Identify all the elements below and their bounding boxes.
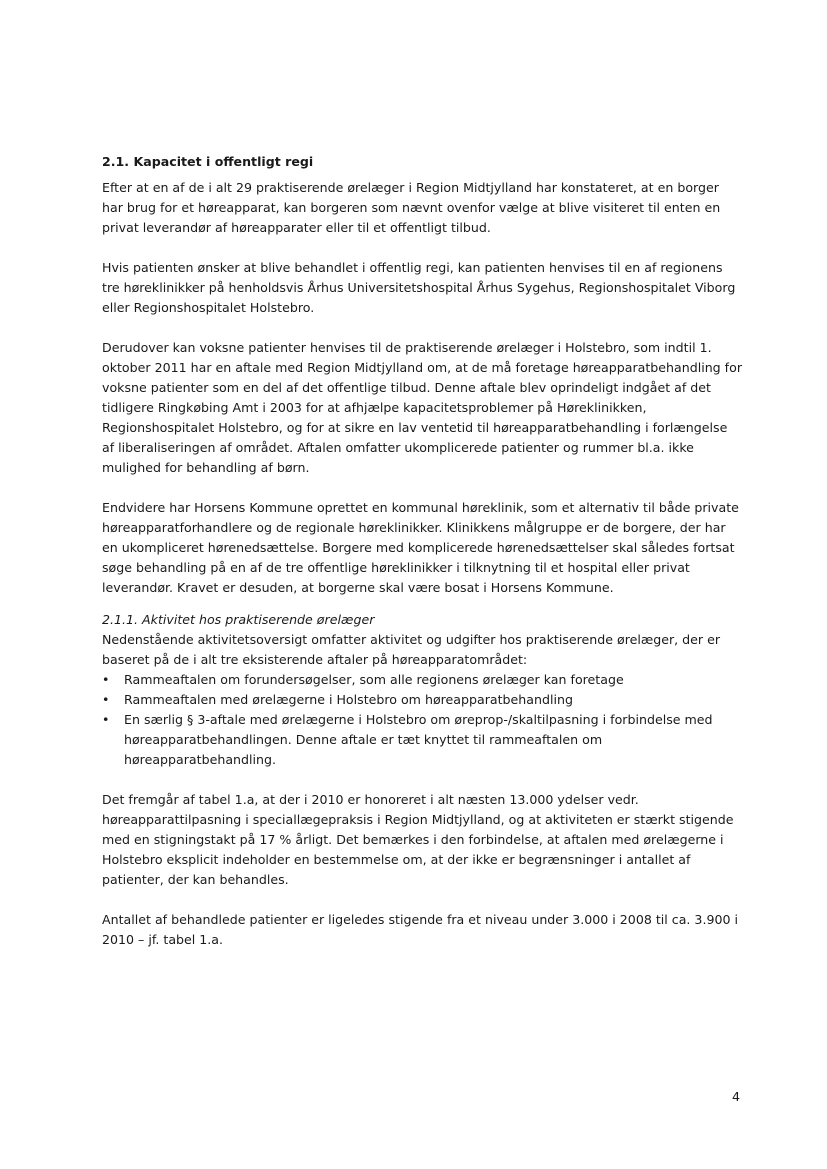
paragraph: Det fremgår af tabel 1.a, at der i 2010 er honoreret i alt næsten 13.000 ydelser vedr. høreapparattilpasning i speciallægepraksis i Region Midtjylland, og at aktiviteten er stærkt stigende med en stigningstakt på 17 % årligt. Det bemærkes i den forbindelse, at aftalen med ørelægerne i Holstebro eksplicit indeholder en bestemmelse om, at der ikke er begrænsninger i antallet af patienter, der kan behandles. — [102, 792, 734, 887]
paragraph: Derudover kan voksne patienter henvises til de praktiserende ørelæger i Holstebro, som indtil 1. oktober 2011 har en aftale med Region Midtjylland om, at de må foretage høreapparatbehandling for voksne patienter som en del af det offentlige tilbud. Denne aftale blev oprindeligt indgået af det tidligere Ringkøbing Amt i 2003 for at afhjælpe kapacitetsproblemer på Høreklinikken, Regionshospitalet Holstebro, og for at sikre en lav ventetid til høreapparatbehandling i forlængelse af liberaliseringen af området. Aftalen omfatter ukomplicerede patienter og rummer bl.a. ikke mulighed for behandling af børn. — [102, 340, 742, 475]
paragraph: Hvis patienten ønsker at blive behandlet i offentlig regi, kan patienten henvises til en af regionens tre høreklinikker på henholdsvis Århus Universitetshospital Århus Sygehus, Regionshospitalet Viborg eller Regionshospitalet Holstebro. — [102, 260, 736, 315]
subsection-intro: Nedenstående aktivitetsoversigt omfatter aktivitet og udgifter hos praktiserende ørelæger, der er baseret på de i alt tre eksisterende aftaler på høreapparatområdet: — [102, 632, 721, 667]
list-item-text: En særlig § 3-aftale med ørelægerne i Holstebro om øreprop-/skaltilpasning i forbindelse med høreapparatbehandlingen. Denne aftale er tæt knyttet til rammeaftalen om høreapparatbehandling. — [124, 712, 713, 767]
bullet-icon: • — [102, 672, 110, 687]
bullet-list — [102, 670, 742, 770]
bullet-icon: • — [102, 692, 110, 707]
list-item-text: Rammeaftalen om forundersøgelser, som alle regionens ørelæger kan foretage — [124, 672, 624, 687]
paragraph: Endvidere har Horsens Kommune oprettet en kommunal høreklinik, som et alternativ til både private høreapparatforhandlere og de regionale høreklinikker. Klinikkens målgruppe er de borgere, der har en ukompliceret hørenedsættelse. Borgere med komplicerede hørenedsættelser skal således fortsat søge behandling på en af de tre offentlige høreklinikker i tilknytning til et hospital eller privat leverandør. Kravet er desuden, at borgerne skal være bosat i Horsens Kommune. — [102, 500, 739, 595]
page-content — [102, 152, 742, 970]
paragraph: Efter at en af de i alt 29 praktiserende ørelæger i Region Midtjylland har konstateret, at en borger har brug for et høreapparat, kan borgeren som nævnt ovenfor vælge at blive visiteret til enten en privat leverandør af høreapparater eller til et offentligt tilbud. — [102, 180, 721, 235]
list-item — [102, 710, 742, 770]
list-item — [102, 690, 742, 710]
section-heading: 2.1. Kapacitet i offentligt regi — [102, 154, 314, 169]
subsection-heading: 2.1.1. Aktivitet hos praktiserende ørelæger — [102, 612, 375, 627]
list-item — [102, 670, 742, 690]
bullet-icon: • — [102, 712, 110, 727]
page-number: 4 — [731, 1089, 740, 1104]
list-item-text: Rammeaftalen med ørelægerne i Holstebro om høreapparatbehandling — [124, 692, 573, 707]
paragraph: Antallet af behandlede patienter er ligeledes stigende fra et niveau under 3.000 i 2008 til ca. 3.900 i 2010 – jf. tabel 1.a. — [102, 912, 738, 947]
